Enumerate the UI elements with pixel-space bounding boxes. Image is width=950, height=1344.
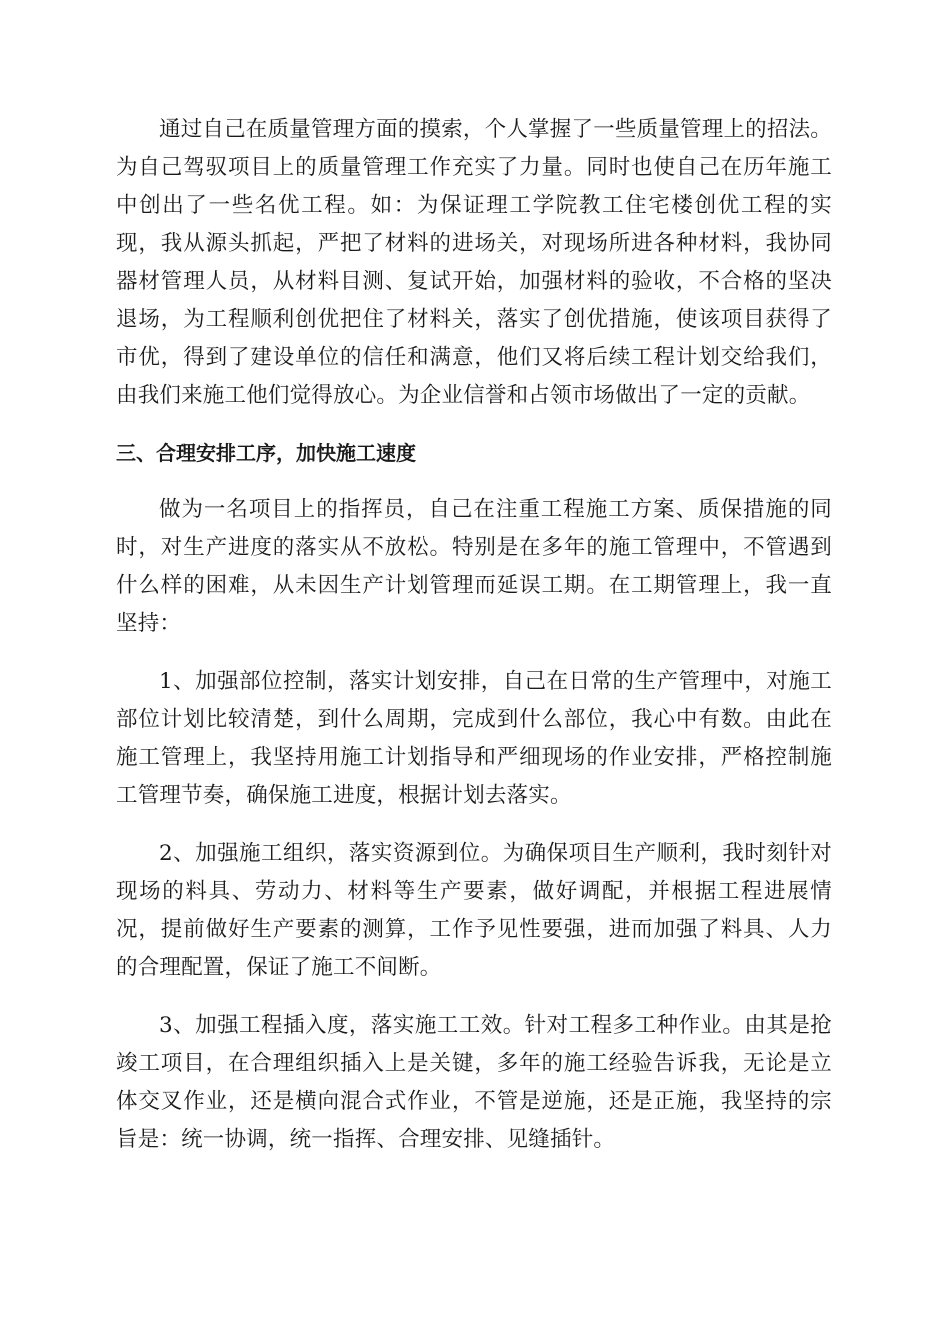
- paragraph-quality-management: 通过自己在质量管理方面的摸索，个人掌握了一些质量管理上的招法。为自己驾驭项目上的质量管理工作充实了力量。同时也使自己在历年施工中创出了一些名优工程。如：为保证理工学院教工住宅楼创优工程的实现，我从源头抓起，严把了材料的进场关，对现场所进各种材料，我协同器材管理人员，从材料目测、复试开始，加强材料的验收，不合格的坚决退场，为工程顺利创优把住了材料关，落实了创优措施，使该项目获得了市优，得到了建设单位的信任和满意，他们又将后续工程计划交给我们，由我们来施工他们觉得放心。为企业信誉和占领市场做出了一定的贡献。: [116, 117, 832, 408]
- section-heading: 三、合理安排工序，加快施工速度: [116, 441, 416, 465]
- document-page: [116, 111, 832, 1159]
- list-item-2: 2、加强施工组织，落实资源到位。为确保项目生产顺利，我时刻针对现场的料具、劳动力、材料等生产要素，做好调配，并根据工程进展情况，提前做好生产要素的测算，工作予见性要强，进而加强了料具、人力的合理配置，保证了施工不间断。: [116, 841, 832, 980]
- list-item-1: 1、加强部位控制，落实计划安排，自己在日常的生产管理中，对施工部位计划比较清楚，到什么周期，完成到什么部位，我心中有数。由此在施工管理上，我坚持用施工计划指导和严细现场的作业安排，严格控制施工管理节奏，确保施工进度，根据计划去落实。: [116, 669, 832, 808]
- list-item-3: 3、加强工程插入度，落实施工工效。针对工程多工种作业。由其是抢竣工项目，在合理组织插入上是关键，多年的施工经验告诉我，无论是立体交叉作业，还是横向混合式作业，不管是逆施，还是正施，我坚持的宗旨是：统一协调，统一指挥、合理安排、见缝插针。: [116, 1013, 832, 1152]
- paragraph-schedule-intro: 做为一名项目上的指挥员，自己在注重工程施工方案、质保措施的同时，对生产进度的落实从不放松。特别是在多年的施工管理中，不管遇到什么样的困难，从未因生产计划管理而延误工期。在工期管理上，我一直坚持：: [116, 497, 832, 636]
